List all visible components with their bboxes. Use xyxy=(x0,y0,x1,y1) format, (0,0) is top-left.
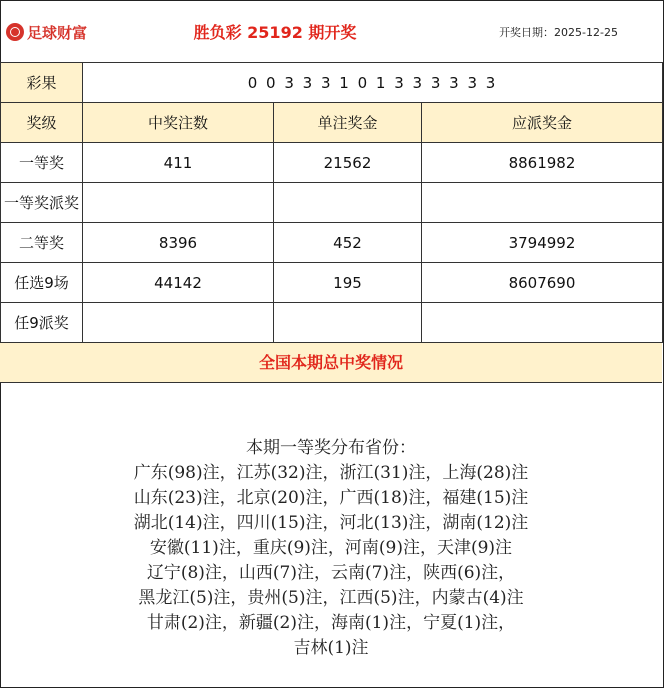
brand-name: 足球财富 xyxy=(27,23,88,42)
column-header-winners: 中奖注数 xyxy=(83,103,274,143)
row-winners xyxy=(83,303,274,343)
row-prize: 21562 xyxy=(274,143,422,183)
row-winners: 44142 xyxy=(83,263,274,303)
football-icon xyxy=(6,23,24,41)
row-prize xyxy=(274,183,422,223)
table-header-row xyxy=(1,103,663,143)
row-total: 8861982 xyxy=(422,143,663,183)
row-winners xyxy=(83,183,274,223)
table-row xyxy=(1,183,663,223)
brand-logo xyxy=(6,22,87,42)
distribution-line: 广东(98)注，江苏(32)注，浙江(31)注，上海(28)注 xyxy=(133,463,529,483)
row-winners: 8396 xyxy=(83,223,274,263)
province-distribution xyxy=(0,436,662,661)
page-title: 胜负彩 25192 期开奖 xyxy=(193,23,357,42)
row-level: 一等奖派奖 xyxy=(1,183,83,223)
column-header-level: 奖级 xyxy=(1,103,83,143)
distribution-line: 甘肃(2)注，新疆(2)注，海南(1)注，宁夏(1)注， xyxy=(146,613,516,633)
row-level: 任9派奖 xyxy=(1,303,83,343)
row-level: 二等奖 xyxy=(1,223,83,263)
row-winners: 411 xyxy=(83,143,274,183)
summary-title: 全国本期总中奖情况 xyxy=(0,342,662,383)
column-header-prize: 单注奖金 xyxy=(274,103,422,143)
row-level: 一等奖 xyxy=(1,143,83,183)
row-prize: 452 xyxy=(274,223,422,263)
row-total: 3794992 xyxy=(422,223,663,263)
row-prize xyxy=(274,303,422,343)
distribution-line: 吉林(1)注 xyxy=(293,638,369,658)
row-total xyxy=(422,183,663,223)
distribution-line: 安徽(11)注，重庆(9)注，河南(9)注，天津(9)注 xyxy=(149,538,513,558)
result-value: 0 0 3 3 3 1 0 1 3 3 3 3 3 3 xyxy=(83,63,663,103)
row-total: 8607690 xyxy=(422,263,663,303)
distribution-heading: 本期一等奖分布省份： xyxy=(246,438,416,458)
row-level: 任选9场 xyxy=(1,263,83,303)
distribution-line: 黑龙江(5)注，贵州(5)注，江西(5)注，内蒙古(4)注 xyxy=(138,588,524,608)
draw-date: 开奖日期：2025-12-25 xyxy=(499,26,618,39)
table-row xyxy=(1,143,663,183)
column-header-total: 应派奖金 xyxy=(422,103,663,143)
result-row xyxy=(1,63,663,103)
row-total xyxy=(422,303,663,343)
table-row xyxy=(1,263,663,303)
result-label: 彩果 xyxy=(1,63,83,103)
distribution-line: 湖北(14)注，四川(15)注，河北(13)注，湖南(12)注 xyxy=(133,513,529,533)
distribution-line: 辽宁(8)注，山西(7)注，云南(7)注，陕西(6)注， xyxy=(146,563,516,583)
row-prize: 195 xyxy=(274,263,422,303)
table-row xyxy=(1,303,663,343)
prize-table xyxy=(0,62,663,343)
table-row xyxy=(1,223,663,263)
distribution-line: 山东(23)注，北京(20)注，广西(18)注，福建(15)注 xyxy=(133,488,529,508)
page-header xyxy=(0,0,662,62)
